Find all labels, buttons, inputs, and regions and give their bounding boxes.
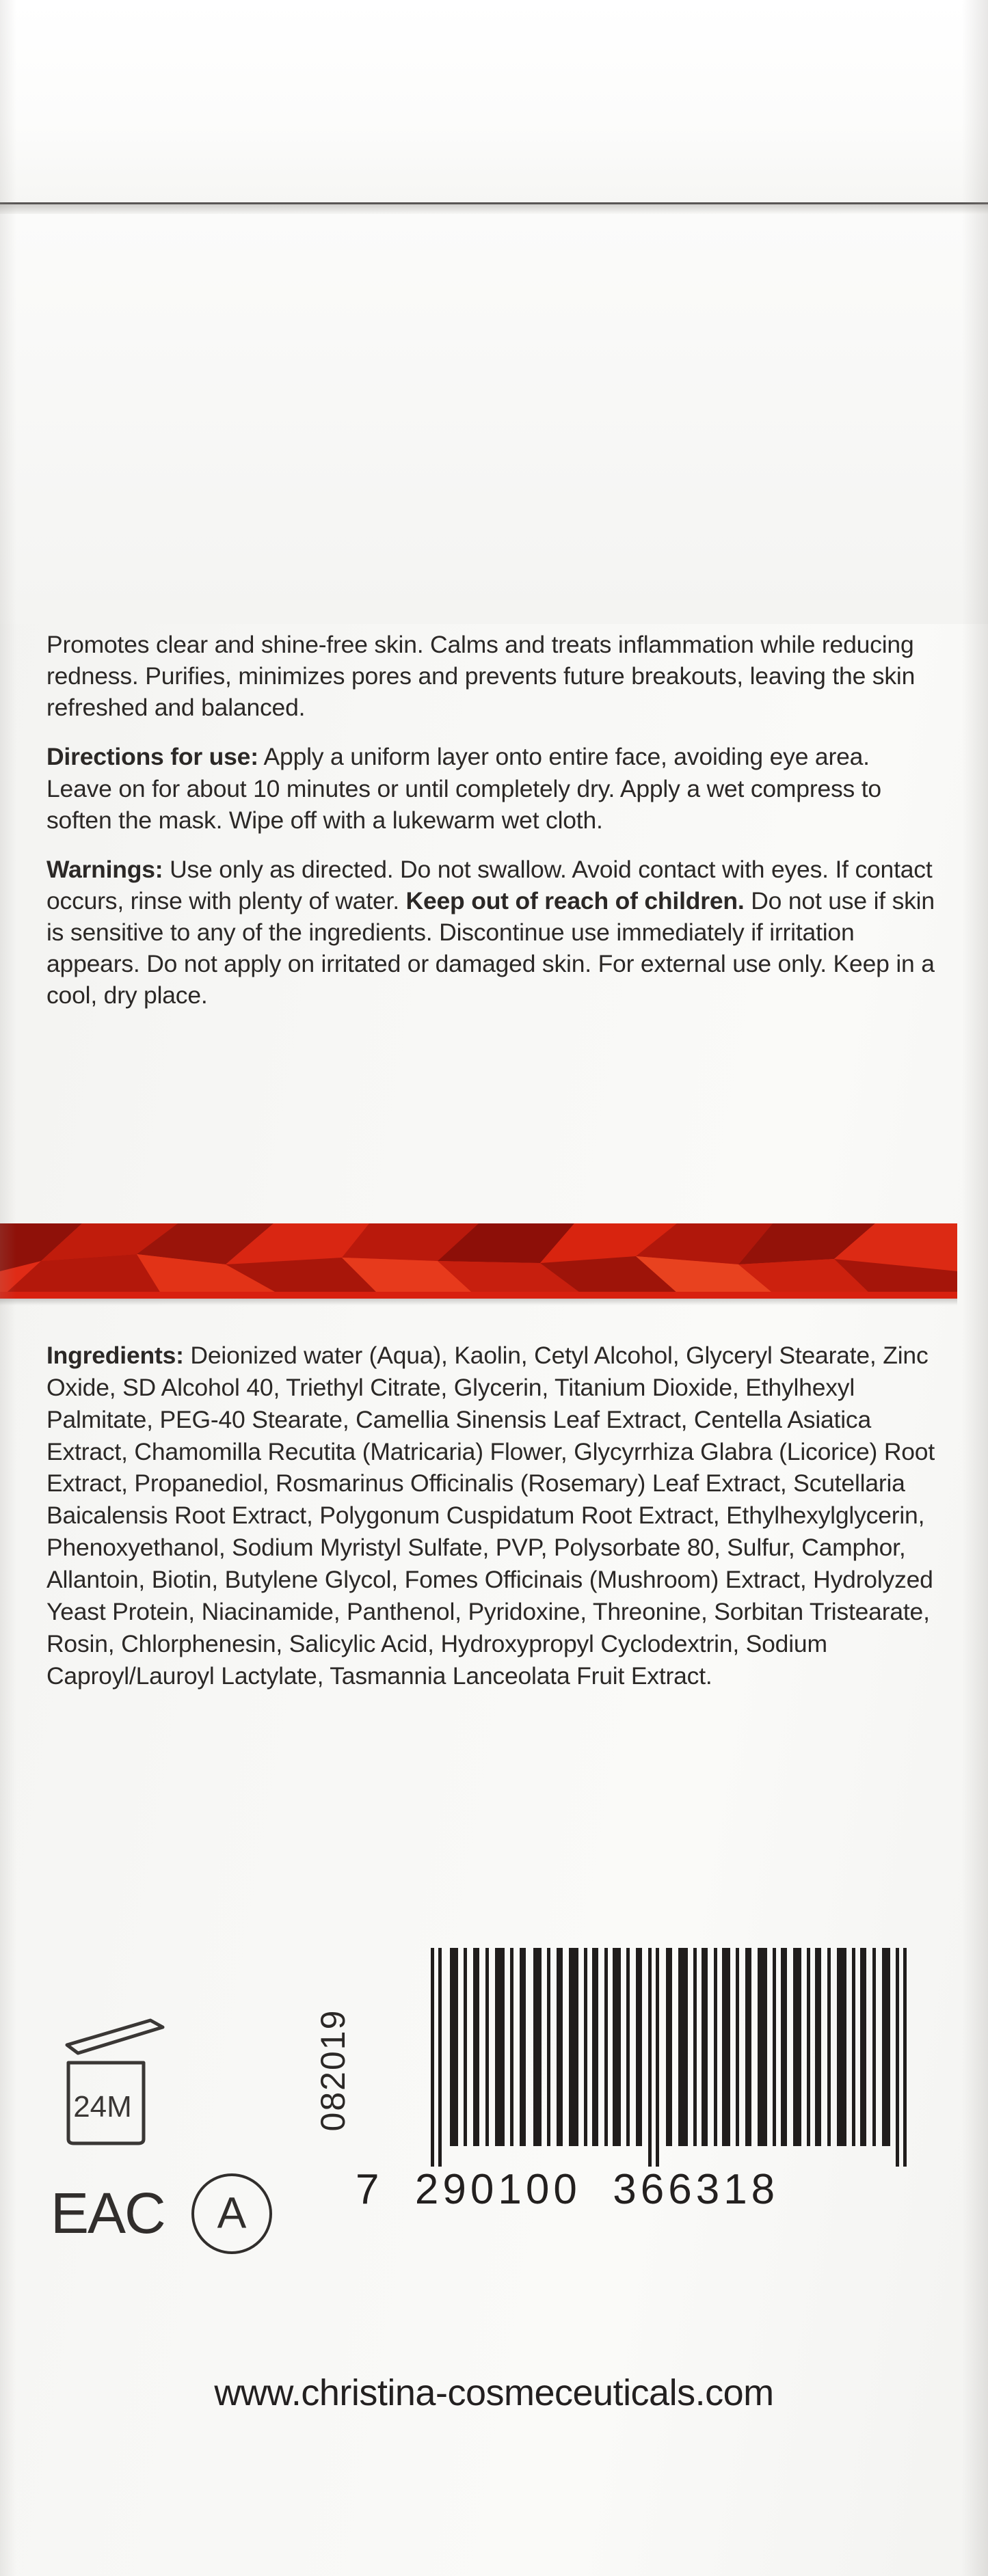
regulatory-marks-area <box>0 1962 988 2344</box>
website-url: www.christina-cosmeceuticals.com <box>214 2372 774 2413</box>
circled-a-mark <box>191 2173 272 2254</box>
lot-code-value: 082019 <box>314 2009 352 2132</box>
directions-paragraph <box>46 741 939 835</box>
warnings-text-part3: Do not use if skin is sensitive to any of the ingredients. Discontinue use immediately if irritation appears. Do not apply on irritated or damaged skin. For external use only. Keep in a cool, dry place. <box>46 886 935 1009</box>
ingredients-text: Deionized water (Aqua), Kaolin, Cetyl Alcohol, Glyceryl Stearate, Zinc Oxide, SD Alcohol 40, Triethyl Citrate, Glycerin, Titanium Dioxide, Ethylhexyl Palmitate, PEG-40 Stearate, Camellia Sinensis Leaf Extract, Centella Asiatica Extract, Chamomilla Recutita (Matricaria) Flower, Glycyrrhiza Glabra (Licorice) Root Extract, Propanediol, Rosmarinus Officinalis (Rosemary) Leaf Extract, Scutellaria Baicalensis Root Extract, Polygonum Cuspidatum Root Extract, Ethylhexylglycerin, Phenoxyethanol, Sodium Myristyl Sulfate, PVP, Polysorbate 80, Sulfur, Camphor, Allantoin, Biotin, Butylene Glycol, Fomes Officinais (Mushroom) Extract, Hydrolyzed Yeast Protein, Niacinamide, Panthenol, Pyridoxine, Threonine, Sorbitan Tristearate, Rosin, Chlorphenesin, Salicylic Acid, Hydroxypropyl Cyclodextrin, Sodium Caproyl/Lauroyl Lactylate, Tasmannia Lanceolata Fruit Extract. <box>46 1342 935 1690</box>
directions-label: Directions for use: <box>46 743 258 771</box>
red-band-drop-shadow <box>0 1299 957 1305</box>
warnings-paragraph <box>46 854 939 1012</box>
circled-a-letter: A <box>217 2188 247 2238</box>
warnings-label: Warnings: <box>46 855 163 883</box>
directions-text: Apply a uniform layer onto entire face, avoiding eye area. Leave on for about 10 minutes or until completely dry. Apply a wet compress to soften the mask. Wipe off with a lukewarm wet cloth. <box>46 743 881 834</box>
red-band-facets-graphic <box>0 1223 957 1299</box>
open-jar-symbol <box>48 2009 191 2156</box>
package-top-flap <box>0 0 988 205</box>
ingredients-label: Ingredients: <box>46 1342 184 1369</box>
barcode-area <box>356 1948 944 2221</box>
pao-months-label: 24M <box>73 2090 132 2124</box>
barcode-number: 7 290100 366318 <box>356 2166 779 2213</box>
ingredients-paragraph <box>46 1340 946 1692</box>
ingredients-block <box>46 1340 946 1692</box>
ean13-barcode-graphic <box>410 1948 944 2167</box>
eac-conformity-mark: EAC <box>51 2181 165 2245</box>
package-flap-shadow <box>0 204 988 214</box>
red-geometric-band <box>0 1223 957 1299</box>
warnings-keep-out-of-reach: Keep out of reach of children. <box>405 886 745 914</box>
period-after-opening-icon <box>48 2009 191 2156</box>
warnings-text-part1: Use only as directed. Do not swallow. Avoid contact with eyes. If contact occurs, rinse with plenty of water. <box>46 855 933 914</box>
product-description-paragraph: Promotes clear and shine-free skin. Calms and treats inflammation while reducing redness. Purifies, minimizes pores and prevents future breakouts, leaving the skin refreshed and balanced. <box>46 631 916 722</box>
package-text-column <box>46 629 939 1012</box>
lot-code-vertical <box>309 1962 357 2187</box>
package-blank-upper-area <box>0 214 988 624</box>
